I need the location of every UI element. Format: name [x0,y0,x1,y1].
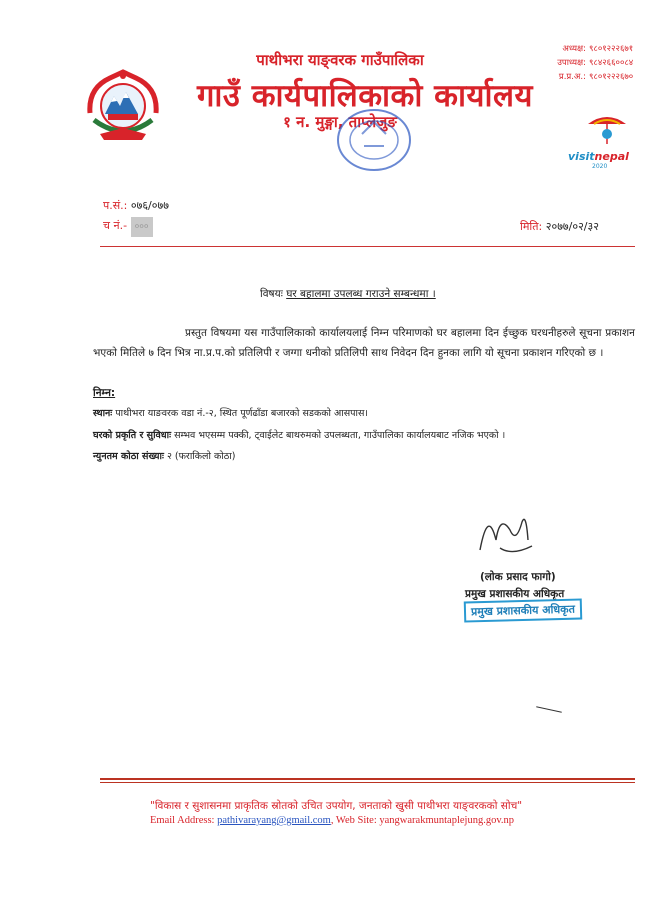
email-link[interactable]: pathivarayang@gmail.com [217,815,331,826]
municipality-emblem [80,68,166,146]
letter-date: मिति: २०७७/०२/३२ [520,220,599,233]
footer-contact: Email Address: pathivarayang@gmail.com, Web Site: yangwarakmuntaplejung.gov.np [150,815,515,826]
contact-numbers [532,42,660,84]
decorative-mark [536,706,562,712]
letter-body: प्रस्तुत विषयमा यस गाउँपालिकाको कार्यालयलाई निम्न परिमाणको घर बहालमा दिन ईच्छुक घरधनीहरुले सूचना प्रकाशन भएको मितिले ७ दिन भित्र ना.प्र.प.को प्रतिलिपी र जग्गा धनीको प्रतिलिपी साथ निवेदन दिन हुनका लागि यो सूचना प्रकाशन गरिएको छ । [93,327,635,359]
header-municipality-name: पाथीभरा याङ्वरक गाउँपालिका [256,51,424,69]
detail-min-rooms: न्युनतम कोठा संख्याः २ (फराकिलो कोठा) [93,451,236,462]
header-address: १ न. मुङ्गा, ताप्लेजुङ [283,113,397,131]
contact-chair: अध्यक्ष: ९८०१२२२६७१ [562,44,634,54]
reference-block [103,196,169,237]
patra-sankhya: प.सं.: ०७६/०७७ [103,199,169,212]
visit-nepal-year: 2020 [592,163,608,170]
chalani-number: च नं.- ००० [103,216,169,237]
header-office-title: गाउँ कार्यपालिकाको कार्यालय [196,78,534,114]
letter-subject: विषयः घर बहालमा उपलब्ध गराउने सम्बन्धमा । [260,288,436,300]
office-stamp [318,104,430,184]
visit-nepal-label: visitnepal [568,150,629,163]
niman-heading: निम्न: [93,387,116,399]
website-link[interactable]: yangwarakmuntaplejung.gov.np [379,815,515,826]
detail-location: स्थानः पाथीभरा याङवरक वडा नं.-२, स्थित पूर्णढाँडा बजारको सडकको आसपास। [93,408,369,419]
signatory-name: (लोक प्रसाद फागो) [480,571,556,583]
header-divider [100,246,635,247]
footer-divider [100,778,635,780]
signatory-stamp: प्रमुख प्रशासकीय अधिकृत [464,598,582,622]
detail-house-nature: घरको प्रकृति र सुविधाः सम्भव भएसम्म पक्की, ट्वाईलेट बाथरुमको उपलब्धता, गाउँपालिका कार्यालयबाट नजिक भएको । [93,430,506,441]
footer-divider-thin [100,782,635,783]
signatory-title: प्रमुख प्रशासकीय अधिकृत [465,588,565,600]
contact-vice: उपाध्यक्ष: ९८४२६६००८४ [557,58,634,68]
signature-mark [470,500,540,562]
contact-cao: प्र.प्र.अ.: ९८०१२२२६७० [558,72,634,82]
footer-motto: "विकास र सुशासनमा प्राकृतिक स्रोतको उचित उपयोग, जनताको खुसी पाथीभरा याङ्वरकको सोच" [150,800,523,812]
